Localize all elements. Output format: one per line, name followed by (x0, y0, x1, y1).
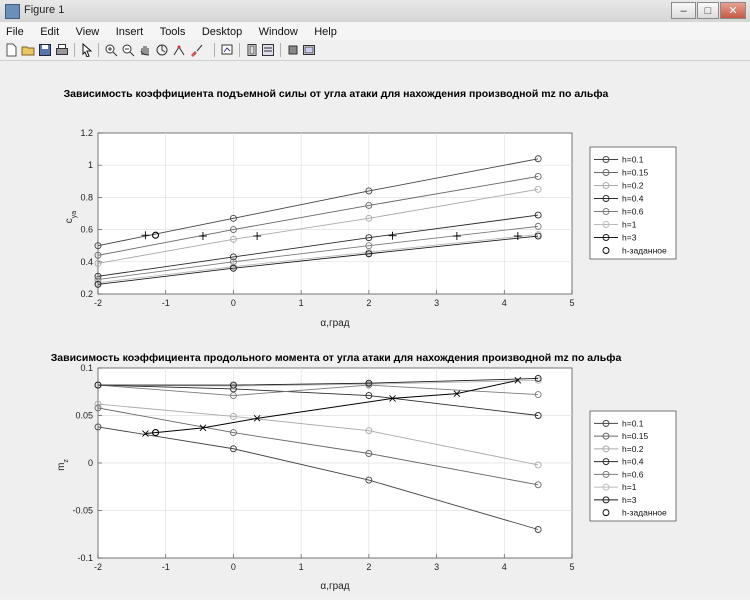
window-title: Figure 1 (24, 4, 65, 16)
zoom-out-icon[interactable] (121, 43, 135, 57)
x-tick-label: 5 (569, 298, 575, 308)
minimize-button[interactable]: – (671, 2, 696, 19)
legend-label: h=0.1 (622, 418, 644, 429)
plot1-title: Зависимость коэффициента подъемной силы от угла атаки для нахождения производной mz по альфа (63, 88, 609, 100)
menu-edit[interactable]: Edit (40, 26, 60, 38)
x-tick-label: 0 (230, 298, 236, 308)
new-figure-icon[interactable] (4, 43, 18, 57)
hide-plot-tools-icon[interactable] (286, 43, 300, 57)
plot2-ylabel: $m_z$ (56, 459, 70, 471)
legend-label: h=0.6 (622, 469, 644, 480)
y-tick-label: 0.8 (80, 192, 93, 203)
plot1-legend[interactable] (590, 147, 676, 259)
open-file-icon[interactable] (21, 43, 35, 57)
legend-label: h=0.6 (622, 206, 644, 217)
legend-label: h-заданное (622, 245, 667, 256)
y-tick-label: -0.1 (77, 553, 93, 563)
plot2-xlabel: α,град (320, 581, 350, 592)
legend-label: h=0.2 (622, 180, 644, 191)
link-plot-icon[interactable] (220, 43, 234, 57)
menu-bar (0, 22, 750, 40)
pan-icon[interactable] (138, 43, 152, 57)
legend-label: h=0.4 (622, 456, 644, 467)
rotate-3d-icon[interactable] (155, 43, 169, 57)
save-icon[interactable] (38, 43, 52, 57)
x-tick-label: 4 (501, 298, 507, 308)
data-cursor-icon[interactable] (172, 43, 186, 57)
y-tick-label: 1.2 (80, 128, 93, 138)
x-tick-label: -2 (93, 298, 103, 308)
x-tick-label: 2 (366, 298, 372, 308)
window-titlebar (0, 0, 750, 23)
menu-window[interactable]: Window (258, 26, 298, 38)
menu-insert[interactable]: Insert (115, 26, 144, 38)
plot2-title: Зависимость коэффициента продольного момента от угла атаки для нахождения производной mz по альфа (50, 352, 622, 364)
menu-tools[interactable]: Tools (159, 26, 186, 38)
y-tick-label: 0.05 (75, 410, 93, 421)
plot1-xlabel: α,град (320, 318, 350, 329)
legend-icon[interactable] (261, 43, 275, 57)
legend-label: h=0.4 (622, 193, 644, 204)
show-plot-tools-icon[interactable] (302, 43, 316, 57)
legend-label: h=1 (622, 219, 637, 230)
x-tick-label: -1 (161, 562, 170, 572)
print-icon[interactable] (55, 43, 69, 57)
y-tick-label: -0.05 (72, 505, 93, 516)
figure-toolbar (0, 40, 750, 61)
x-tick-label: 2 (366, 562, 372, 572)
legend-label: h=3 (622, 494, 637, 505)
legend-label: h=1 (622, 482, 637, 493)
menu-view[interactable]: View (75, 26, 100, 38)
menu-desktop[interactable]: Desktop (201, 26, 243, 38)
x-tick-label: 5 (569, 562, 575, 572)
brush-icon[interactable] (189, 43, 203, 57)
legend-label: h=0.1 (622, 154, 644, 165)
maximize-button[interactable]: □ (697, 2, 719, 19)
x-tick-label: 3 (434, 298, 440, 308)
x-tick-label: 1 (298, 562, 304, 572)
x-tick-label: 4 (501, 562, 507, 572)
figure-canvas (0, 61, 750, 595)
legend-label: h=0.15 (622, 431, 649, 442)
legend-label: h-заданное (622, 507, 667, 518)
legend-label: h=0.2 (622, 443, 644, 454)
matlab-figure-icon (5, 4, 20, 19)
y-tick-label: 0 (87, 458, 93, 468)
axes-lift-coefficient[interactable] (64, 88, 676, 329)
y-tick-label: 0.1 (80, 363, 93, 373)
zoom-in-icon[interactable] (104, 43, 118, 57)
plot2-legend[interactable] (590, 411, 676, 521)
legend-label: h=0.15 (622, 167, 649, 178)
y-tick-label: 0.4 (80, 256, 93, 267)
close-button[interactable]: ✕ (720, 2, 746, 19)
x-tick-label: 3 (434, 562, 440, 572)
menu-file[interactable]: File (6, 26, 24, 38)
x-tick-label: -2 (93, 562, 103, 572)
colorbar-icon[interactable] (245, 43, 259, 57)
x-tick-label: -1 (161, 298, 170, 308)
x-tick-label: 0 (230, 562, 236, 572)
y-tick-label: 0.2 (80, 289, 93, 299)
legend-label: h=3 (622, 232, 637, 243)
plot1-ylabel: $c_{ya}$ (64, 210, 78, 224)
menu-help[interactable]: Help (314, 26, 337, 38)
y-tick-label: 0.6 (80, 224, 93, 235)
pointer-icon[interactable] (80, 43, 94, 57)
x-tick-label: 1 (298, 298, 304, 308)
axes-moment-coefficient[interactable] (51, 352, 676, 592)
figure-svg (0, 61, 750, 595)
y-tick-label: 1 (87, 160, 93, 171)
